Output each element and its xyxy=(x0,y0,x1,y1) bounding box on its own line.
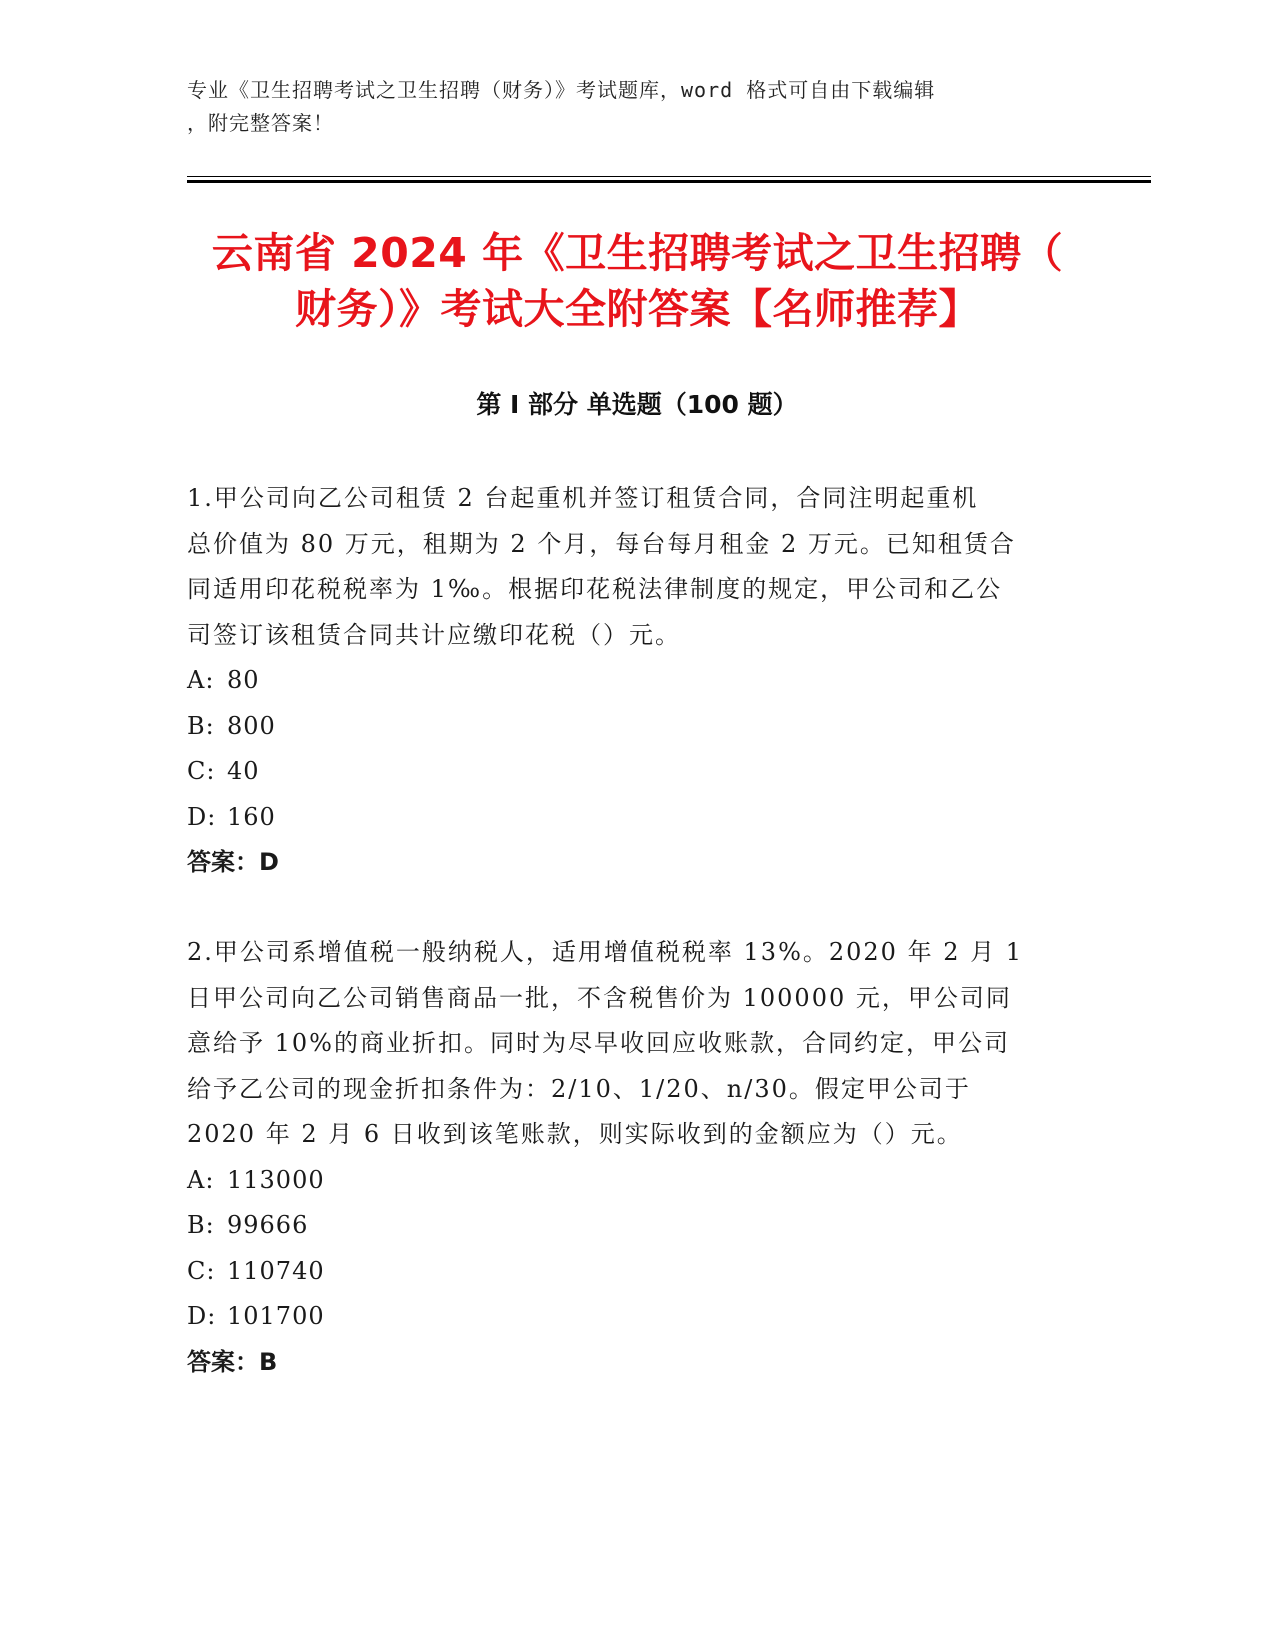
document-title-line-2: 财务）》考试大全附答案【名师推荐】 xyxy=(295,285,980,333)
question-1 xyxy=(187,476,1082,886)
option-key: C: xyxy=(187,757,216,785)
question-stem-line: 日甲公司向乙公司销售商品一批，不含税售价为 100000 元，甲公司同 xyxy=(187,983,1012,1012)
option-key: B: xyxy=(187,1211,215,1239)
question-stem-line: 司签订该租赁合同共计应缴印花税（）元。 xyxy=(187,620,681,649)
answer-line: 答案：D xyxy=(187,848,279,876)
option-value: 40 xyxy=(227,757,260,785)
header-note-line-1: 专业《卫生招聘考试之卫生招聘（财务）》考试题库，word 格式可自由下载编辑 xyxy=(187,78,936,102)
question-stem-line: 同适用印花税税率为 1‰。根据印花税法律制度的规定，甲公司和乙公 xyxy=(187,575,1003,603)
option-key: A: xyxy=(187,1165,215,1194)
question-2 xyxy=(187,930,1082,1385)
question-stem xyxy=(187,476,1082,658)
option-c xyxy=(187,1249,1082,1295)
question-stem xyxy=(187,930,1082,1158)
option-c xyxy=(187,749,1082,795)
option-value: 113000 xyxy=(227,1165,325,1194)
question-stem-line: 2020 年 2 月 6 日收到该笔账款，则实际收到的金额应为（）元。 xyxy=(187,1120,963,1148)
header-note xyxy=(187,74,1067,140)
section-title: 第 I 部分 单选题（100 题） xyxy=(476,390,798,419)
question-stem-line: 2.甲公司系增值税一般纳税人，适用增值税税率 13%。2020 年 2 月 1 xyxy=(187,938,1024,966)
option-key: B: xyxy=(187,711,215,740)
option-value: 80 xyxy=(227,666,260,694)
option-b xyxy=(187,704,1082,750)
option-d xyxy=(187,795,1082,841)
header-note-line-2: ，附完整答案！ xyxy=(187,111,334,135)
question-stem-line: 给予乙公司的现金折扣条件为：2/10、1/20、n/30。假定甲公司于 xyxy=(187,1074,971,1103)
option-key: D: xyxy=(187,802,217,831)
option-value: 110740 xyxy=(227,1256,325,1285)
option-key: A: xyxy=(187,666,215,694)
header-divider-thin xyxy=(187,176,1151,177)
document-title xyxy=(180,225,1095,337)
option-b xyxy=(187,1203,1082,1249)
question-stem-line: 意给予 10%的商业折扣。同时为尽早收回应收账款，合同约定，甲公司 xyxy=(187,1029,1010,1057)
header-divider-thick xyxy=(187,180,1151,183)
question-stem-line: 总价值为 80 万元，租期为 2 个月，每台每月租金 2 万元。已知租赁合 xyxy=(187,529,1016,558)
document-title-line-1: 云南省 2024 年《卫生招聘考试之卫生招聘（ xyxy=(211,229,1064,277)
option-key: D: xyxy=(187,1302,217,1330)
option-a xyxy=(187,1158,1082,1204)
option-value: 101700 xyxy=(227,1302,325,1330)
answer-line: 答案：B xyxy=(187,1347,278,1376)
question-stem-line: 1.甲公司向乙公司租赁 2 台起重机并签订租赁合同，合同注明起重机 xyxy=(187,484,979,512)
option-a xyxy=(187,658,1082,704)
option-value: 160 xyxy=(227,802,276,831)
option-key: C: xyxy=(187,1256,216,1285)
option-value: 800 xyxy=(227,711,276,740)
option-d xyxy=(187,1294,1082,1340)
option-value: 99666 xyxy=(227,1211,309,1239)
